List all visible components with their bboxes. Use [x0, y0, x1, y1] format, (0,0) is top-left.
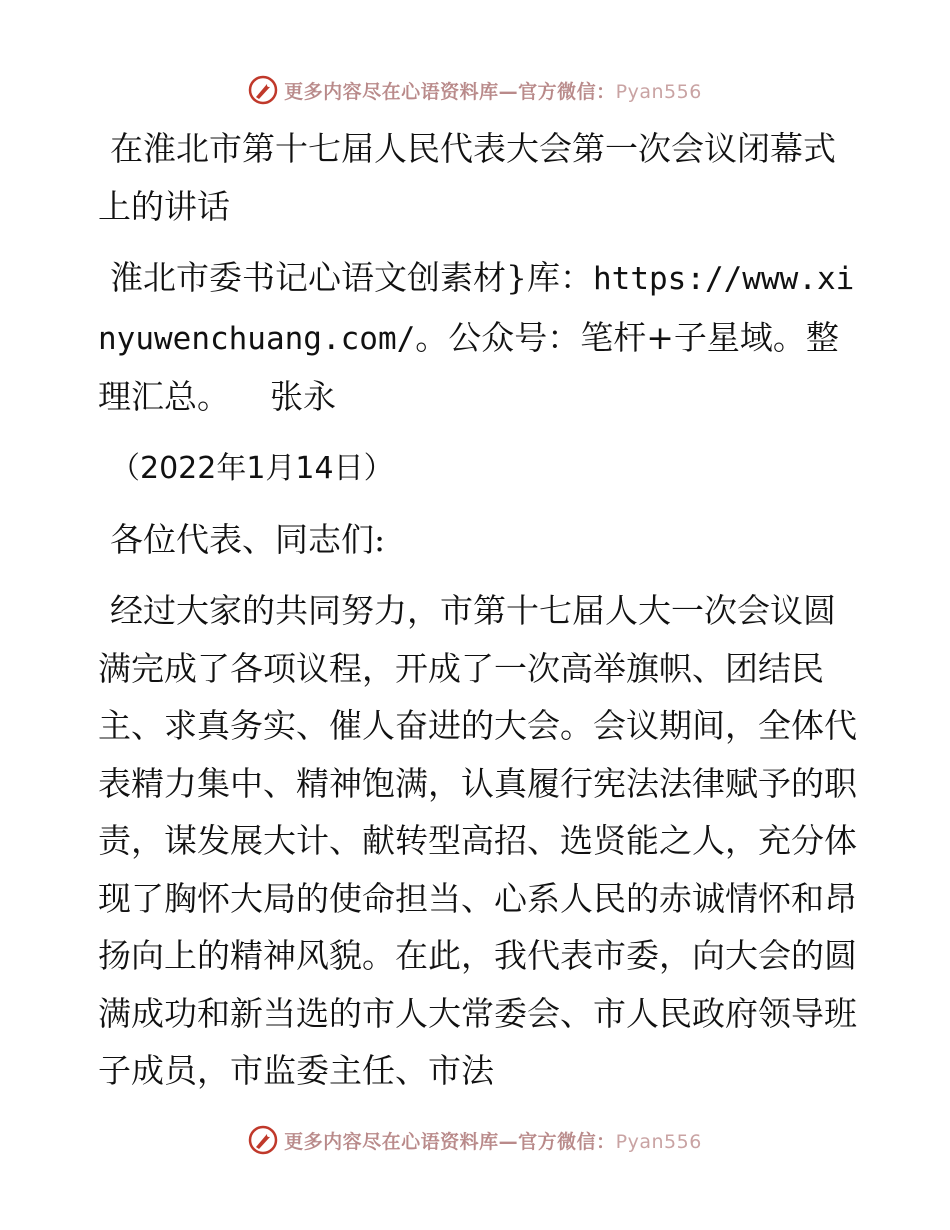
salutation: 各位代表、同志们:: [110, 519, 386, 559]
byline: [98, 249, 858, 426]
byline-suffix: 。公众号：笔杆+子星域。整理汇总。: [98, 317, 839, 416]
speech-date: （2022年1月14日）: [110, 450, 394, 486]
watermark-text: 更多内容尽在心语资料库—官方微信：: [284, 1130, 616, 1153]
byline-url: https://www.xinyuwenchuang.com/: [98, 261, 855, 357]
watermark-id: Pyan556: [615, 1130, 702, 1153]
body-paragraph: 经过大家的共同努力，市第十七届人大一次会议圆满完成了各项议程，开成了一次高举旗帜、团结民主、求真务实、催人奋进的大会。会议期间，全体代表精力集中、精神饱满，认真履行宪法法律赋予的职责，谋发展大计、献转型高招、选贤能之人，充分体现了胸怀大局的使命担当、心系人民的赤诚情怀和昂扬向上的精神风貌。在此，我代表市委，向大会的圆满成功和新当选的市人大常委会、市人民政府领导班子成员，市监委主任、市法: [98, 591, 857, 1090]
document-body: [98, 120, 858, 1114]
document-title: 在淮北市第十七届人民代表大会第一次会议闭幕式上的讲话: [98, 129, 836, 226]
watermark-footer: [0, 1120, 950, 1160]
watermark-text: 更多内容尽在心语资料库—官方微信：: [284, 80, 616, 103]
watermark-header: [0, 70, 950, 110]
pen-logo-icon: [248, 75, 278, 105]
watermark-id: Pyan556: [615, 80, 702, 103]
byline-prefix: 淮北市委书记心语文创素材}库：: [110, 258, 593, 297]
speaker-name: 张永: [270, 377, 336, 416]
pen-logo-icon: [248, 1125, 278, 1155]
